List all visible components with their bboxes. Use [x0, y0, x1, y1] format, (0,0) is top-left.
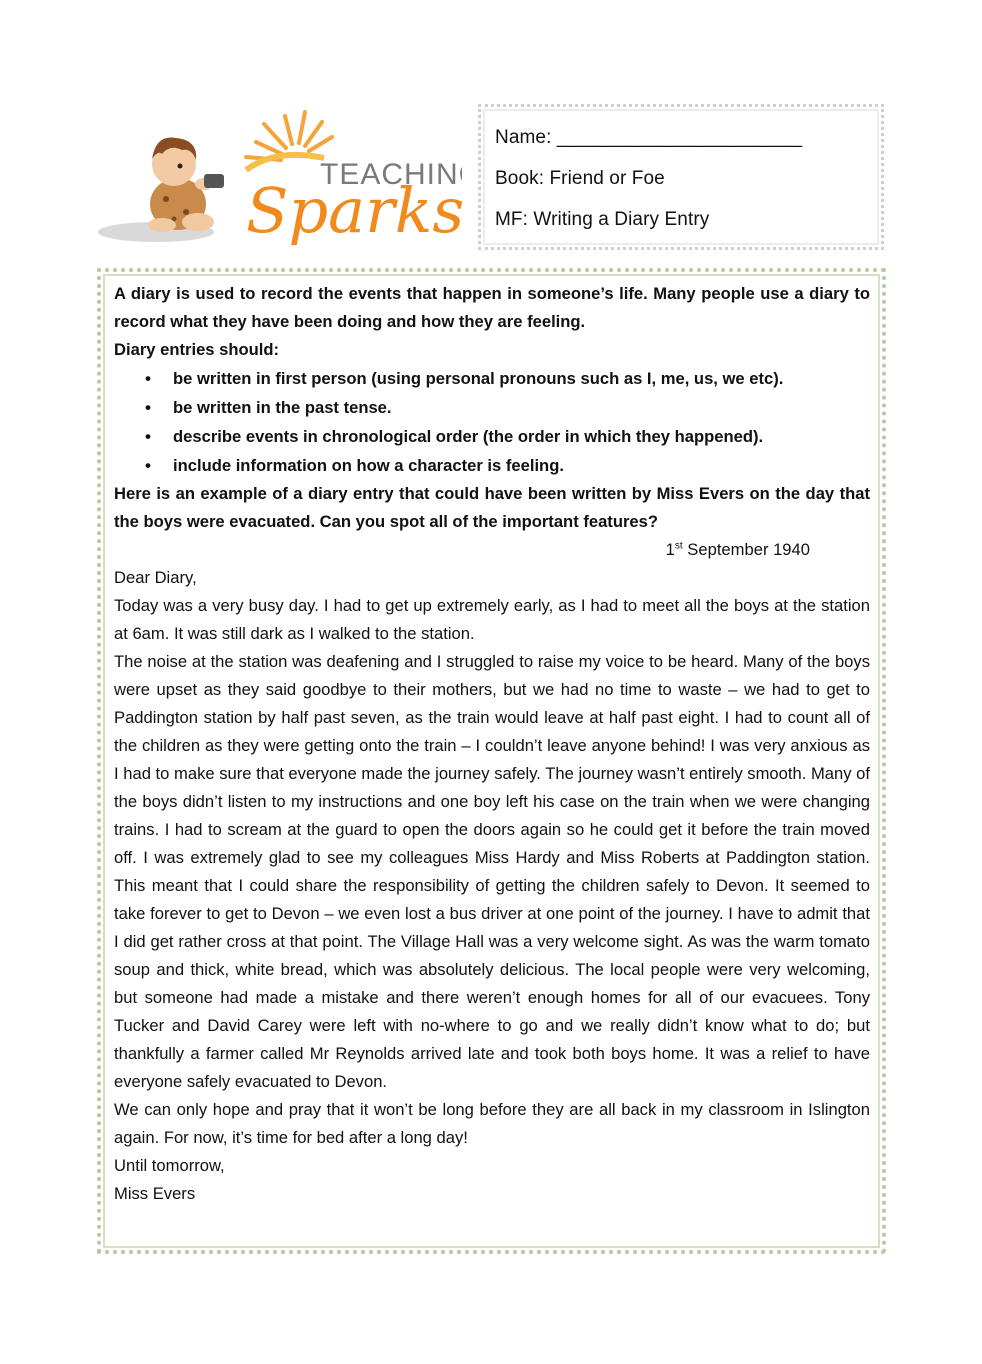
list-item: • be written in first person (using personal pronouns such as I, me, us, we etc). [114, 364, 870, 393]
features-list [114, 364, 870, 480]
content-panel [97, 268, 886, 1254]
intro-paragraph: A diary is used to record the events that happen in someone’s life. Many people use a diary to record what they have been doing and how they are feeling. [114, 284, 870, 331]
date-rest: September 1940 [682, 540, 810, 559]
name-field[interactable]: Name: _______________________ [495, 127, 803, 148]
mf-label: MF: Writing a Diary Entry [495, 209, 710, 230]
diary-paragraph-2: The noise at the station was deafening and I struggled to raise my voice to be heard. Many of the boys were upset as they said goodbye to their mothers, but we had no time to waste – we had to get to Paddington station by half past seven, as the train would leave at half past eight. I had to count all of the children as they were getting onto the train – I couldn’t leave anyone behind! I was very anxious as I had to make sure that everyone made the journey safely. The journey wasn’t entirely smooth. Many of the boys didn’t listen to my instructions and one boy left his case on the train when we were changing trains. I had to scream at the guard to open the doors again so he could get it before the train moved off. I was extremely glad to see my colleagues Miss Hardy and Miss Roberts at Paddington station. This meant that I could share the responsibility of getting the children safely to Devon. It seemed to take forever to get to Devon – we even lost a bus driver at one point of the journey. I have to admit that I did get rather cross at that point. The Village Hall was a very welcome sight. As was the warm tomato soup and thick, white bread, which was absolutely delicious. The local people were very welcoming, but someone had made a mistake and there weren’t enough homes for all of our evacuees. Tony Tucker and David Carey were left with no-where to go and we really didn’t know what to do; but thankfully a farmer called Mr Reynolds arrived late and took both boys home. It was a relief to have everyone safely evacuated to Devon. [114, 652, 870, 1091]
logo-sparks-text: Sparks [246, 174, 462, 247]
diary-signature: Miss Evers [114, 1184, 196, 1203]
example-prompt: Here is an example of a diary entry that could have been written by Miss Evers on the day that the boys were evacuated. Can you spot all of the important features? [114, 484, 870, 531]
list-item: • include information on how a character is feeling. [114, 451, 870, 480]
list-item: • describe events in chronological order (the order in which they happened). [114, 422, 870, 451]
student-info-box [478, 104, 884, 250]
entry-date [114, 536, 870, 564]
date-suffix: st [674, 540, 683, 552]
logo-teaching-text: TEACHIN [320, 158, 459, 191]
diary-paragraph-1: Today was a very busy day. I had to get up extremely early, as I had to meet all the boys at the station at 6am. It was still dark as I walked to the station. [114, 596, 870, 643]
diary-greeting: Dear Diary, [114, 568, 197, 587]
should-heading: Diary entries should: [114, 340, 280, 359]
date-day: 1 [665, 540, 675, 559]
list-item: • be written in the past tense. [114, 393, 870, 422]
diary-signoff: Until tomorrow, [114, 1156, 225, 1175]
caveman-mascot-icon [96, 104, 462, 254]
book-label: Book: Friend or Foe [495, 168, 665, 189]
diary-paragraph-3: We can only hope and pray that it won’t be long before they are all back in my classroom in Islington again. For now, it’s time for bed after a long day! [114, 1100, 870, 1147]
teaching-sparks-logo [96, 104, 462, 254]
